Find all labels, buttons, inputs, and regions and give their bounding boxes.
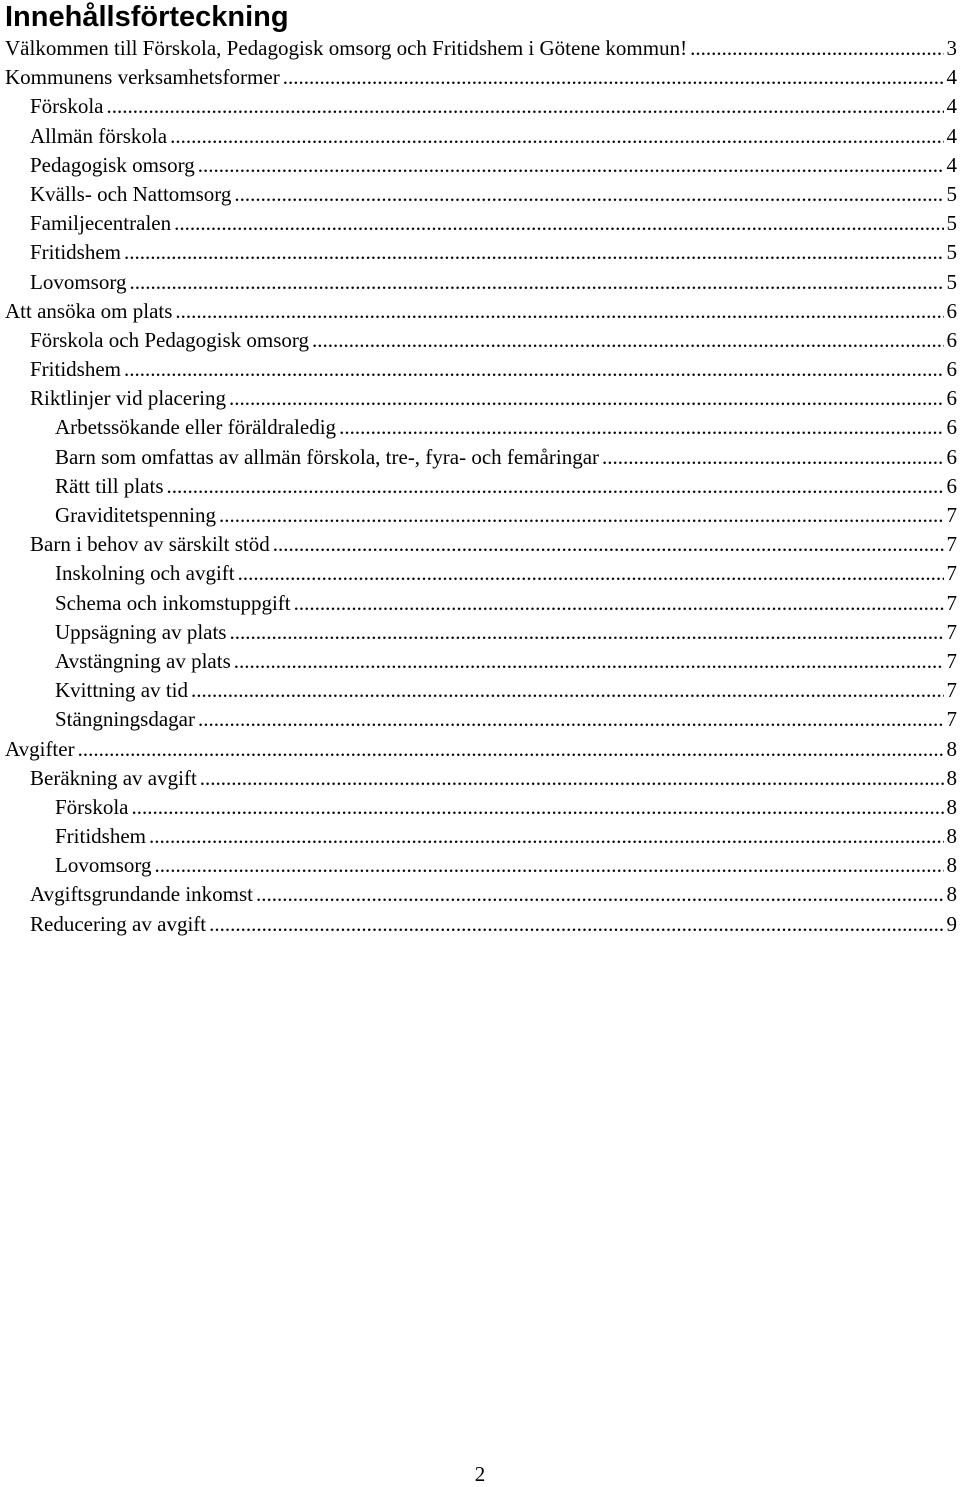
- toc-dot-leader: [256, 880, 943, 909]
- toc-entry-label: Reducering av avgift: [30, 911, 207, 936]
- toc-entry-label: Graviditetspenning: [55, 503, 216, 527]
- toc-list: [0, 34, 960, 939]
- toc-dot-leader: [273, 530, 944, 559]
- toc-entry[interactable]: [0, 880, 960, 909]
- toc-entry[interactable]: [0, 530, 960, 559]
- toc-dot-leader: [283, 63, 944, 92]
- toc-entry-label: Inskolning och avgift: [55, 561, 235, 586]
- toc-entry-page-number: 5: [946, 240, 957, 265]
- toc-entry[interactable]: [0, 910, 960, 939]
- toc-entry-label: Fritidshem: [55, 824, 147, 849]
- toc-entry-label: Stängningsdagar: [55, 707, 195, 732]
- toc-entry-page-number: 6: [946, 444, 957, 469]
- toc-entry-label: Rätt till plats: [55, 473, 164, 498]
- toc-dot-leader: [170, 122, 943, 151]
- toc-entry[interactable]: [0, 63, 960, 92]
- toc-dot-leader: [198, 151, 944, 180]
- toc-dot-leader: [124, 238, 943, 267]
- toc-dot-leader: [209, 910, 943, 939]
- toc-entry-page-number: 7: [946, 503, 957, 527]
- toc-entry-label: Pedagogisk omsorg: [30, 152, 195, 177]
- toc-entry[interactable]: [0, 297, 960, 326]
- toc-dot-leader: [174, 209, 943, 238]
- toc-entry-page-number: 7: [946, 590, 957, 615]
- toc-dot-leader: [339, 413, 943, 442]
- toc-entry-label: Uppsägning av plats: [55, 619, 227, 644]
- toc-entry-label: Förskola: [55, 794, 129, 819]
- toc-entry[interactable]: [0, 793, 960, 822]
- toc-dot-leader: [234, 180, 943, 209]
- toc-dot-leader: [312, 326, 943, 355]
- toc-entry[interactable]: [0, 92, 960, 121]
- toc-dot-leader: [149, 822, 943, 851]
- toc-entry-label: Kvälls- och Nattomsorg: [30, 181, 232, 206]
- toc-entry[interactable]: [0, 676, 960, 705]
- toc-dot-leader: [229, 384, 944, 413]
- toc-entry[interactable]: [0, 180, 960, 209]
- toc-entry-page-number: 6: [946, 357, 957, 382]
- toc-entry-label: Att ansöka om plats: [5, 298, 173, 323]
- toc-entry-label: Beräkning av avgift: [30, 765, 197, 790]
- toc-dot-leader: [154, 851, 943, 880]
- toc-entry[interactable]: [0, 589, 960, 618]
- toc-entry-page-number: 7: [946, 532, 957, 557]
- toc-entry-label: Barn i behov av särskilt stöd: [30, 532, 270, 557]
- toc-entry[interactable]: [0, 209, 960, 238]
- toc-entry[interactable]: [0, 238, 960, 267]
- toc-entry-page-number: 4: [946, 152, 957, 177]
- toc-entry[interactable]: [0, 34, 960, 63]
- toc-entry-page-number: 7: [946, 707, 957, 732]
- toc-entry-page-number: 8: [946, 882, 957, 907]
- page-number: 2: [474, 1462, 486, 1486]
- toc-entry[interactable]: [0, 472, 960, 501]
- toc-entry-page-number: 6: [946, 298, 957, 323]
- toc-dot-leader: [234, 647, 944, 676]
- toc-entry-label: Välkommen till Förskola, Pedagogisk omsorg och Fritidshem i Götene kommun!: [5, 36, 688, 60]
- toc-entry-page-number: 4: [946, 123, 957, 148]
- toc-entry-label: Arbetssökande eller föräldraledig: [55, 415, 337, 440]
- toc-entry[interactable]: [0, 384, 960, 413]
- toc-dot-leader: [132, 793, 944, 822]
- toc-dot-leader: [602, 443, 943, 472]
- toc-entry-label: Avgiftsgrundande inkomst: [30, 882, 254, 907]
- toc-entry-page-number: 4: [946, 65, 957, 90]
- toc-entry-page-number: 8: [946, 765, 957, 790]
- toc-dot-leader: [78, 735, 944, 764]
- toc-entry-page-number: 7: [946, 678, 957, 703]
- toc-entry[interactable]: [0, 764, 960, 793]
- toc-dot-leader: [124, 355, 943, 384]
- toc-entry-label: Förskola: [30, 94, 104, 119]
- toc-entry[interactable]: [0, 735, 960, 764]
- toc-entry[interactable]: [0, 647, 960, 676]
- toc-entry-label: Riktlinjer vid placering: [30, 386, 226, 411]
- toc-entry-page-number: 8: [946, 736, 957, 761]
- toc-entry-page-number: 7: [946, 648, 957, 673]
- toc-entry-label: Schema och inkomstuppgift: [55, 590, 291, 615]
- toc-entry-page-number: 4: [946, 94, 957, 119]
- toc-entry[interactable]: [0, 618, 960, 647]
- toc-entry-page-number: 7: [946, 561, 957, 586]
- toc-dot-leader: [129, 268, 943, 297]
- toc-entry[interactable]: [0, 151, 960, 180]
- toc-entry[interactable]: [0, 443, 960, 472]
- toc-dot-leader: [238, 559, 944, 588]
- toc-entry-page-number: 3: [946, 36, 957, 60]
- toc-entry-page-number: 5: [946, 181, 957, 206]
- toc-entry-label: Kommunens verksamhetsformer: [5, 65, 280, 90]
- toc-entry-page-number: 5: [946, 269, 957, 294]
- toc-entry[interactable]: [0, 822, 960, 851]
- toc-dot-leader: [198, 705, 944, 734]
- toc-entry-page-number: 8: [946, 853, 957, 878]
- toc-dot-leader: [219, 501, 944, 530]
- toc-dot-leader: [167, 472, 944, 501]
- toc-entry-page-number: 6: [946, 327, 957, 352]
- toc-entry-page-number: 7: [946, 619, 957, 644]
- toc-entry[interactable]: [0, 559, 960, 588]
- toc-entry-label: Familjecentralen: [30, 211, 172, 236]
- toc-dot-leader: [175, 297, 943, 326]
- toc-title: Innehållsförteckning: [5, 1, 289, 33]
- toc-entry-page-number: 5: [946, 211, 957, 236]
- toc-entry-label: Lovomsorg: [30, 269, 127, 294]
- toc-entry-label: Lovomsorg: [55, 853, 152, 878]
- toc-entry-page-number: 6: [946, 473, 957, 498]
- toc-entry[interactable]: [0, 851, 960, 880]
- toc-entry-label: Fritidshem: [30, 357, 122, 382]
- toc-entry-label: Barn som omfattas av allmän förskola, tre-, fyra- och femåringar: [55, 444, 600, 469]
- toc-dot-leader: [191, 676, 944, 705]
- toc-entry-page-number: 8: [946, 824, 957, 849]
- toc-entry[interactable]: [0, 326, 960, 355]
- toc-entry-label: Förskola och Pedagogisk omsorg: [30, 327, 310, 352]
- toc-entry-label: Kvittning av tid: [55, 678, 188, 703]
- toc-entry-label: Allmän förskola: [30, 123, 168, 148]
- toc-entry-label: Avgifter: [5, 736, 75, 761]
- toc-entry[interactable]: [0, 501, 960, 530]
- toc-dot-leader: [690, 34, 943, 63]
- toc-entry[interactable]: [0, 268, 960, 297]
- toc-dot-leader: [200, 764, 944, 793]
- toc-entry[interactable]: [0, 413, 960, 442]
- toc-dot-leader: [294, 589, 944, 618]
- toc-entry-page-number: 8: [946, 794, 957, 819]
- toc-entry-page-number: 6: [946, 386, 957, 411]
- toc-entry-label: Fritidshem: [30, 240, 122, 265]
- toc-entry[interactable]: [0, 705, 960, 734]
- toc-entry[interactable]: [0, 355, 960, 384]
- toc-entry-page-number: 9: [946, 911, 957, 936]
- toc-entry-page-number: 6: [946, 415, 957, 440]
- toc-dot-leader: [229, 618, 943, 647]
- toc-dot-leader: [107, 92, 944, 121]
- toc-entry-label: Avstängning av plats: [55, 648, 231, 673]
- toc-entry[interactable]: [0, 122, 960, 151]
